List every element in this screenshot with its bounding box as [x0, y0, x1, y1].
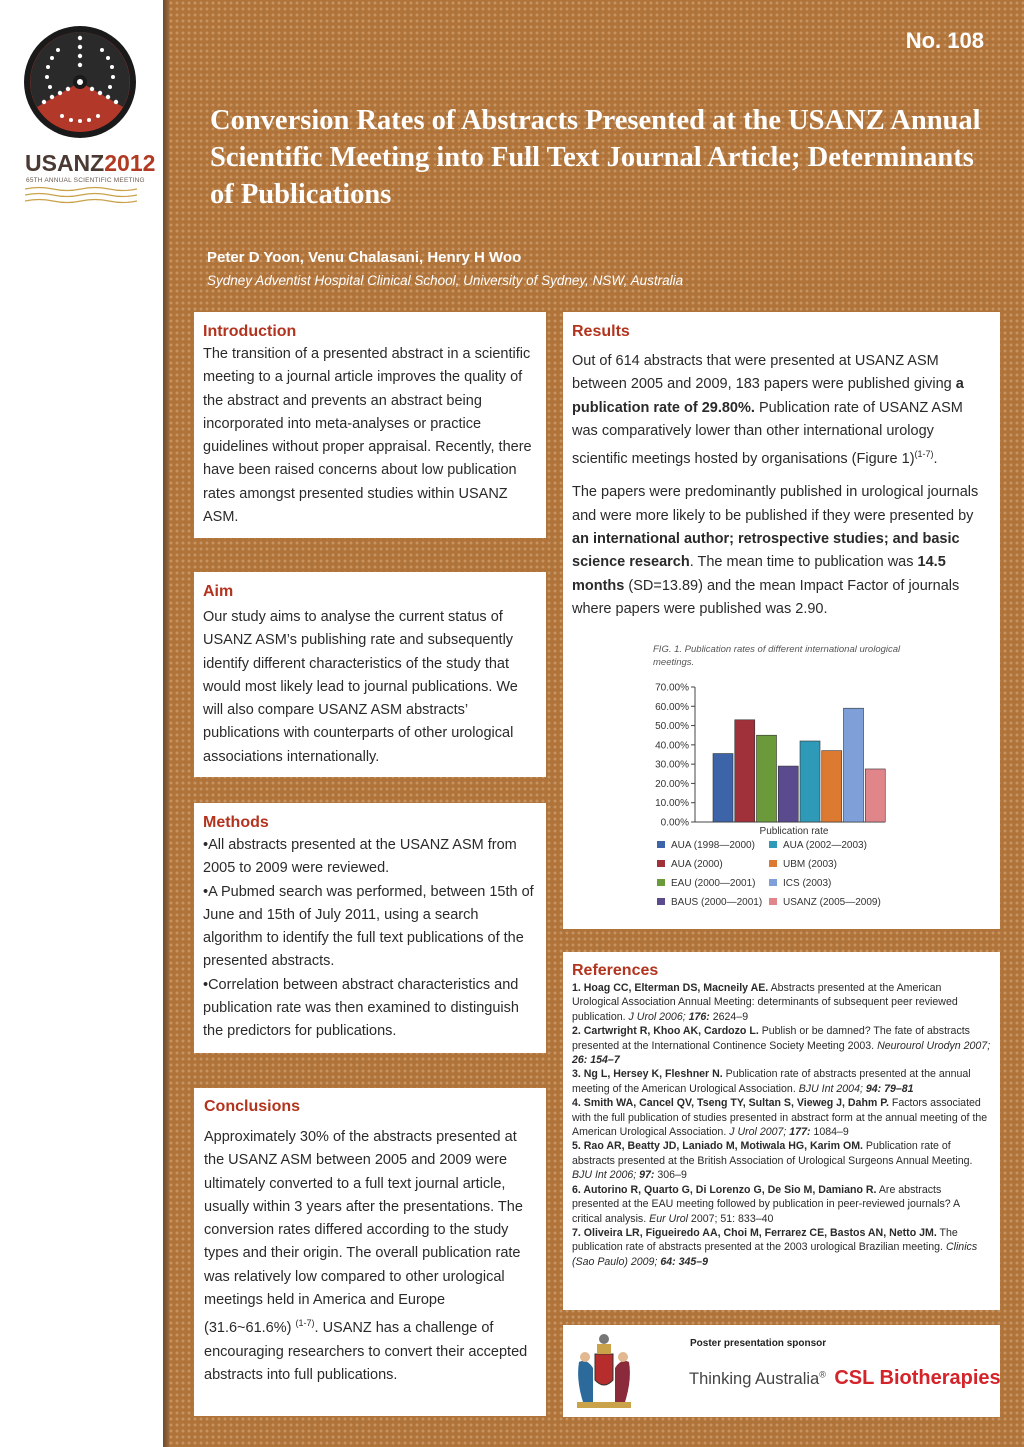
bar — [822, 751, 842, 822]
coat-of-arms-icon — [573, 1328, 635, 1412]
methods-item: •A Pubmed search was performed, between 15th of June and 15th of July 2011, using a search algorithm to identify the full text publications of the presented abstracts. — [203, 883, 534, 970]
y-tick-label: 30.00% — [655, 759, 689, 771]
sponsor-tagline: Thinking Australia — [689, 1370, 820, 1388]
bar — [865, 769, 885, 822]
authors: Peter D Yoon, Venu Chalasani, Henry H Woo — [207, 249, 522, 266]
legend-label: USANZ (2005—2009) — [783, 897, 881, 908]
sidebar — [0, 0, 163, 1447]
reference-item: 4. Smith WA, Cancel QV, Tseng TY, Sultan S, Vieweg J, Dahm P. Factors associated with the full publication of studies presented in abstract form at the annual meeting of the American Urological Association. J Urol 2007; 177: 1084–9 — [572, 1097, 988, 1139]
methods-section — [194, 803, 546, 1053]
references-heading: References — [572, 962, 659, 979]
methods-item: •All abstracts presented at the USANZ ASM from 2005 to 2009 were reviewed. — [203, 837, 517, 877]
bar — [713, 754, 733, 822]
poster-title: Conversion Rates of Abstracts Presented at the USANZ Annual Scientific Meeting into Full Text Journal Article; Determinants of Publications — [210, 105, 981, 210]
sidebar-divider — [163, 0, 169, 1447]
legend-label: BAUS (2000—2001) — [671, 897, 763, 908]
chart-caption: FIG. 1. Publication rates of different international urological meetings. — [653, 644, 901, 668]
reference-item: 3. Ng L, Hersey K, Fleshner N. Publication rate of abstracts presented at the annual meeting of the American Urological Association. BJU Int 2004; 94: 79–81 — [572, 1068, 971, 1095]
reference-item: 1. Hoag CC, Elterman DS, Macneily AE. Abstracts presented at the American Urological Association Annual Meeting: determinants of subsequent peer reviewed publication. J Urol 2006; 176: 2624–9 — [572, 982, 958, 1023]
conclusions-heading: Conclusions — [204, 1098, 301, 1115]
bar — [757, 735, 777, 822]
legend-swatch — [657, 860, 665, 867]
legend-label: EAU (2000—2001) — [671, 878, 756, 889]
sponsor-label: Poster presentation sponsor — [690, 1338, 827, 1349]
reference-item: 5. Rao AR, Beatty JD, Laniado M, Motiwala HG, Karim OM. Publication rate of abstracts presented at the British Association of Urological Surgeons Annual Meeting. BJU Int 2006; 97: 306–9 — [572, 1140, 973, 1182]
reference-item: 7. Oliveira LR, Figueiredo AA, Choi M, Ferrarez CE, Bastos AN, Netto JM. The publication rate of abstracts presented at the 2003 urological Brazilian meeting. Clinics (Sao Paulo) 2009; 64: 345–9 — [572, 1226, 978, 1268]
sponsor-logo: Thinking Australia® CSL Biotherapies — [689, 1367, 1001, 1389]
legend-swatch — [657, 841, 665, 848]
legend-label: AUA (2000) — [671, 859, 723, 870]
bar — [735, 720, 755, 822]
legend-swatch — [657, 898, 665, 905]
poster-number: No. 108 — [905, 28, 984, 53]
legend-swatch — [769, 841, 777, 848]
introduction-heading: Introduction — [203, 323, 297, 340]
legend-swatch — [769, 860, 777, 867]
y-tick-label: 50.00% — [655, 721, 689, 733]
y-tick-label: 60.00% — [655, 701, 689, 713]
results-paragraph-1: Out of 614 abstracts that were presented at USANZ ASM between 2005 and 2009, 183 papers were published giving a publication rate of 29.80%. Publication rate of USANZ ASM was comparatively lower than other international urology scientific meetings hosted by organisations (Figure 1)$^{(1-7)}$. — [572, 353, 964, 468]
y-tick-label: 10.00% — [655, 798, 689, 810]
x-axis-label: Publication rate — [759, 826, 829, 837]
legend-label: ICS (2003) — [783, 878, 832, 889]
conclusions-section — [194, 1088, 546, 1416]
usanz-logo-icon — [20, 20, 140, 145]
bar — [800, 741, 820, 822]
legend-swatch — [657, 879, 665, 886]
bar — [844, 708, 864, 822]
legend-swatch — [769, 879, 777, 886]
results-heading: Results — [572, 323, 630, 340]
sponsor-section — [563, 1325, 1000, 1417]
methods-heading: Methods — [203, 814, 269, 831]
y-tick-label: 70.00% — [655, 682, 689, 694]
references-list — [572, 981, 991, 1269]
y-tick-label: 0.00% — [660, 817, 689, 829]
y-tick-label: 20.00% — [655, 778, 689, 790]
publication-rate-chart — [645, 640, 905, 920]
sponsor-company: CSL Biotherapies — [834, 1367, 1001, 1389]
bar — [778, 766, 798, 822]
reference-item: 6. Autorino R, Quarto G, Di Lorenzo G, De Sio M, Damiano R. Are abstracts presented at the EAU meeting followed by publication in peer-reviewed journals? A critical analysis. Eur Urol 2007; 51: 833–40 — [572, 1183, 960, 1225]
references-section — [563, 952, 1000, 1310]
legend-swatch — [769, 898, 777, 905]
reference-item: 2. Cartwright R, Khoo AK, Cardozo L. Publish or be damned? The fate of abstracts presented at the International Continence Society Meeting 2003. Neurourol Urodyn 2007; 26: 154–7 — [572, 1025, 991, 1067]
methods-item: •Correlation between abstract characteristics and publication rate was then examined to distinguish the predictors for publications. — [203, 976, 519, 1040]
aim-text: Our study aims to analyse the current status of USANZ ASM’s publishing rate and subsequently identify different characteristics of the study that would most likely lead to journal publications. We will also compare USANZ ASM abstracts’ publications with counterparts of other urological associations internationally. — [203, 609, 518, 765]
legend-label: UBM (2003) — [783, 859, 837, 870]
conclusions-text: Approximately 30% of the abstracts presented at the USANZ ASM between 2005 and 2009 were ultimately converted to a full text journal article, usually within 3 years after the presentations. The conversion rates differed according to the study types and their origin. The overall publication rate was relatively low compared to other urological meetings held in America and Europe (31.6~61.6%) $^{(1-7)}$. USANZ has a challenge of encouraging researchers to convert their accepted abstracts into full publications. — [204, 1129, 528, 1383]
chart-svg — [645, 640, 905, 920]
aim-section — [194, 572, 546, 777]
logo-wave-lines — [25, 186, 137, 206]
y-tick-label: 40.00% — [655, 740, 689, 752]
legend-label: AUA (1998—2000) — [671, 840, 755, 851]
introduction-section — [194, 312, 546, 538]
logo-subtitle: 65TH ANNUAL SCIENTIFIC MEETING — [26, 177, 145, 184]
legend-label: AUA (2002—2003) — [783, 840, 867, 851]
affiliation: Sydney Adventist Hospital Clinical School, University of Sydney, NSW, Australia — [207, 273, 684, 288]
logo-wordmark: USANZ2012 — [25, 150, 156, 176]
aim-heading: Aim — [203, 583, 234, 600]
results-paragraph-2: The papers were predominantly published in urological journals and were more likely to be published if they were presented by an international author; retrospective studies; and basic science research. The mean time to publication was 14.5 months (SD=13.89) and the mean Impact Factor of journals where papers were published was 2.90. — [572, 484, 979, 617]
introduction-text: The transition of a presented abstract in a scientific meeting to a journal article improves the quality of the abstract and prevents an abstract being incorporated into meta-analyses or practice guidelines without proper appraisal. Recently, there have been raised concerns about low publication rates amongst presented studies within USANZ ASM. — [203, 346, 532, 526]
